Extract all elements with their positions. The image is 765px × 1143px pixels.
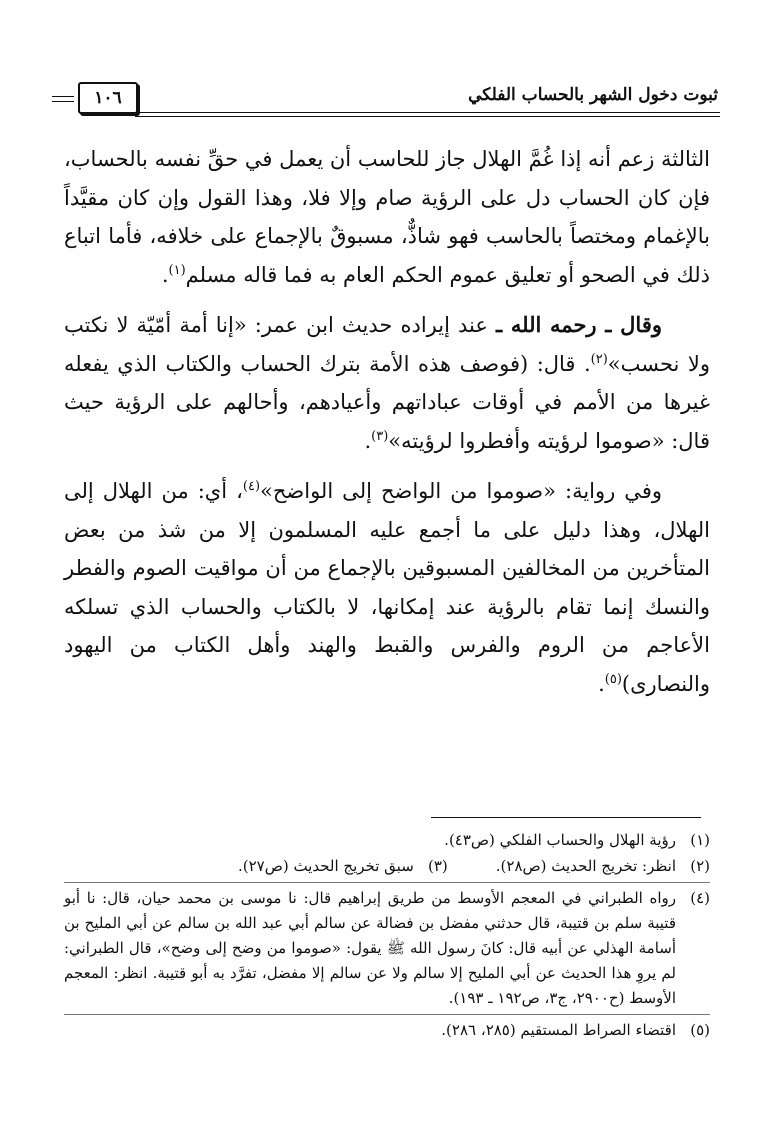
header-rule-short-double (52, 101, 74, 102)
footnote-ref-3[interactable]: (٣) (371, 428, 389, 444)
footnote-2-text: انظر: تخريج الحديث (ص٢٨). (495, 857, 676, 875)
paragraph-2-lead: وقال ـ رحمه الله ـ (496, 312, 662, 337)
footnote-ref-4[interactable]: (٤) (242, 479, 261, 494)
paragraph-2-end: . (364, 428, 372, 453)
page-number-box (78, 82, 138, 114)
footnote-3 (238, 854, 448, 879)
footnote-2 (496, 854, 710, 879)
main-text (64, 140, 710, 703)
paragraph-3-text-a: وفي رواية: «صوموا من الواضح إلى الواضح» (260, 479, 662, 503)
footnote-5-number: (٥) (690, 1021, 710, 1039)
header-rule-double (135, 116, 720, 117)
footnote-ref-1[interactable]: (١) (168, 262, 186, 278)
footnote-3-number: (٣) (428, 857, 448, 875)
footnote-3-text: سبق تخريج الحديث (ص٢٧). (237, 857, 414, 875)
paragraph-2 (64, 306, 710, 460)
footnote-divider (64, 882, 710, 883)
footnote-2-number: (٢) (690, 857, 710, 875)
footnote-ref-5[interactable]: (٥) (604, 671, 622, 687)
paragraph-2-text-a: عند إيراده حديث ابن عمر: «إنا أمة أمّيّة لا نكتب ولا نحسب» (64, 313, 710, 376)
footnotes (64, 828, 710, 1043)
footnote-4-number: (٤) (690, 889, 710, 907)
page-header (60, 82, 720, 122)
paragraph-3-text-b: ، أي: من الهلال إلى الهلال، وهذا دليل على ما أجمع عليه المسلمون إلا من شذ من بعض المتأخرين من المخالفين المسبوقين بالإجماع من أن مواقيت الصوم والفطر والنسك إنما تقام بالرؤية عند إمكانها، لا بالكتاب والحساب الذي تسلكه الأعاجم من الروم والفرس والقبط والهند وأهل الكتاب من اليهود والنصارى) (64, 479, 710, 696)
footnote-1-number: (١) (690, 831, 710, 849)
footnote-1-text: رؤية الهلال والحساب الفلكي (ص٤٣). (444, 831, 676, 849)
running-title: ثبوت دخول الشهر بالحساب الفلكي (468, 85, 718, 105)
paragraph-3-end: . (598, 671, 605, 696)
paragraph-1-text: الثالثة زعم أنه إذا غُمَّ الهلال جاز للحاسب أن يعمل في حقِّ نفسه بالحساب، فإن كان الحساب دل على الرؤية صام وإلا فلا، وهذا القول وإن كان مقيَّداً بالإغمام ومختصاً بالحاسب فهو شاذٌّ، مسبوقٌ بالإجماع على خلافه، فأما اتباع ذلك في الصحو أو تعليق عموم الحكم العام به فما قاله مسلم (64, 147, 710, 287)
page-number: ١٠٦ (94, 88, 122, 108)
footnote-2-3-row (64, 854, 710, 879)
paragraph-1 (64, 140, 710, 294)
paragraph-3 (64, 472, 710, 703)
header-rule (135, 112, 720, 113)
footnote-separator (431, 817, 701, 818)
paragraph-1-end: . (161, 262, 169, 287)
footnote-5-text: اقتضاء الصراط المستقيم (٢٨٥، ٢٨٦). (441, 1021, 676, 1039)
footnote-5 (64, 1018, 710, 1043)
header-rule-short (52, 96, 74, 97)
footnote-ref-2[interactable]: (٢) (590, 351, 608, 367)
footnote-4 (64, 886, 710, 1011)
footnote-4-text: رواه الطبراني في المعجم الأوسط من طريق إبراهيم قال: نا موسى بن محمد حيان، قال: نا أبو قتيبة سلم بن قتيبة، قال حدثني مفضل بن فضالة عن سالم أبي عبد الله بن سالم عن أبي المليح بن أسامة الهذلي عن أبيه قال: كانَ رسول الله ﷺ يقول: «صوموا من وضح إلى وضح»، قال الطبراني: لم يروِ هذا الحديث عن أبي المليح إلا سالم ولا عن سالم إلا مفضل، تفرَّد به أبو قتيبة. انظر: المعجم الأوسط (ح٢٩٠٠، ج٣، ص١٩٢ ـ ١٩٣). (64, 889, 676, 1007)
paragraph-2-text-b: . قال: (فوصف هذه الأمة بترك الحساب والكتاب الذي يفعله غيرها من الأمم في أوقات عباداتهم وأعيادهم، وأحالهم على الرؤية حيث قال: «صوموا لرؤيته وأفطروا لرؤيته» (64, 351, 710, 453)
footnote-divider-2 (64, 1014, 710, 1015)
footnote-1 (64, 828, 710, 853)
